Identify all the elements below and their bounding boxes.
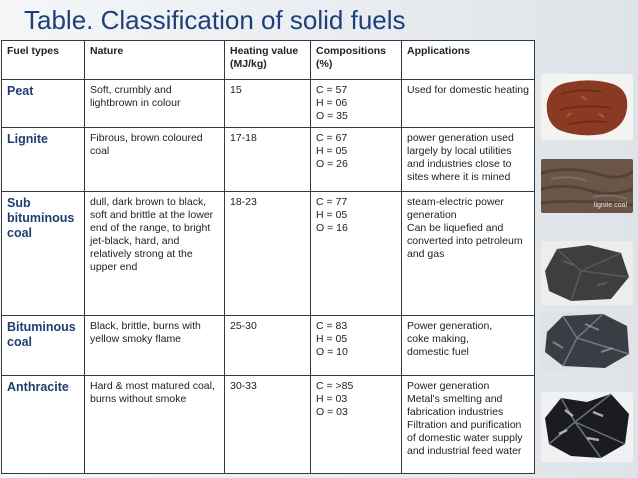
- composition-line: O = 10: [316, 346, 348, 358]
- anthracite-lump: [545, 394, 629, 458]
- header-applications: Applications: [402, 41, 535, 80]
- application-line: power generation used largely by local utilities and industries close to sites where it is mined: [407, 132, 514, 183]
- heating-value-cell: 17-18: [225, 128, 311, 192]
- composition-line: O = 26: [316, 158, 348, 170]
- composition-line: O = 35: [316, 110, 348, 122]
- heating-value-cell: 18-23: [225, 192, 311, 316]
- applications-cell: [402, 376, 535, 474]
- composition-line: C = 57: [316, 84, 348, 96]
- table-row-anthracite: [2, 376, 535, 474]
- composition-cell: [311, 80, 402, 128]
- slide-title: Table. Classification of solid fuels: [24, 5, 406, 35]
- composition-line: O = 16: [316, 222, 348, 234]
- header-compositions: Compositions (%): [311, 41, 402, 80]
- peat-photo: [541, 74, 633, 140]
- composition-line: C = 67: [316, 132, 348, 144]
- nature-cell: Hard & most matured coal, burns without smoke: [85, 376, 225, 474]
- nature-cell: Fibrous, brown coloured coal: [85, 128, 225, 192]
- table-row-sub-bituminous: [2, 192, 535, 316]
- composition-line: H = 03: [316, 393, 348, 405]
- application-line: Used for domestic heating: [407, 84, 529, 96]
- lignite-photo: [541, 159, 633, 213]
- composition-line: C = 83: [316, 320, 348, 332]
- application-line: Metal's smelting and fabrication industries: [407, 393, 504, 418]
- table-header-row: [2, 41, 535, 80]
- application-line: Power generation,: [407, 320, 493, 332]
- composition-line: H = 05: [316, 209, 348, 221]
- composition-cell: [311, 192, 402, 316]
- header-fuel-types: Fuel types: [2, 41, 85, 80]
- nature-cell: Black, brittle, burns with yellow smoky flame: [85, 316, 225, 376]
- lignite-photo-caption: lignite coal: [593, 202, 627, 209]
- nature-cell: Soft, crumbly and lightbrown in colour: [85, 80, 225, 128]
- composition-cell: [311, 316, 402, 376]
- composition-line: O = 03: [316, 406, 348, 418]
- applications-cell: [402, 128, 535, 192]
- solid-fuels-table: [1, 40, 535, 474]
- composition-cell: [311, 376, 402, 474]
- application-line: Filtration and purification of domestic water supply and industrial feed water: [407, 419, 523, 457]
- applications-cell: [402, 192, 535, 316]
- sub-bituminous-photo: [541, 241, 633, 305]
- fuel-name: Peat: [2, 80, 85, 128]
- header-nature: Nature: [85, 41, 225, 80]
- application-line: coke making,: [407, 333, 469, 345]
- composition-line: H = 05: [316, 333, 348, 345]
- anthracite-photo: [541, 392, 633, 462]
- applications-cell: [402, 80, 535, 128]
- composition-line: C = 77: [316, 196, 348, 208]
- applications-cell: [402, 316, 535, 376]
- application-line: steam-electric power generation: [407, 196, 504, 221]
- heating-value-cell: 30-33: [225, 376, 311, 474]
- fuel-name: Bituminous coal: [2, 316, 85, 376]
- peat-lump: [547, 80, 627, 135]
- application-line: Power generation: [407, 380, 490, 392]
- table-row-bituminous: [2, 316, 535, 376]
- table-row-peat: [2, 80, 535, 128]
- heating-value-cell: 25-30: [225, 316, 311, 376]
- fuel-name: Anthracite: [2, 376, 85, 474]
- composition-cell: [311, 128, 402, 192]
- heating-value-cell: 15: [225, 80, 311, 128]
- composition-line: C = >85: [316, 380, 354, 392]
- fuel-name: Sub bituminous coal: [2, 192, 85, 316]
- composition-line: H = 05: [316, 145, 348, 157]
- bituminous-photo: [541, 312, 633, 370]
- application-line: domestic fuel: [407, 346, 469, 358]
- header-heating-value: Heating value (MJ/kg): [225, 41, 311, 80]
- composition-line: H = 06: [316, 97, 348, 109]
- table-row-lignite: [2, 128, 535, 192]
- fuel-name: Lignite: [2, 128, 85, 192]
- nature-cell: dull, dark brown to black, soft and brittle at the lower end of the range, to bright jet-black, hard, and relatively strong at the upper end: [85, 192, 225, 316]
- application-line: Can be liquefied and converted into petroleum and gas: [407, 222, 523, 260]
